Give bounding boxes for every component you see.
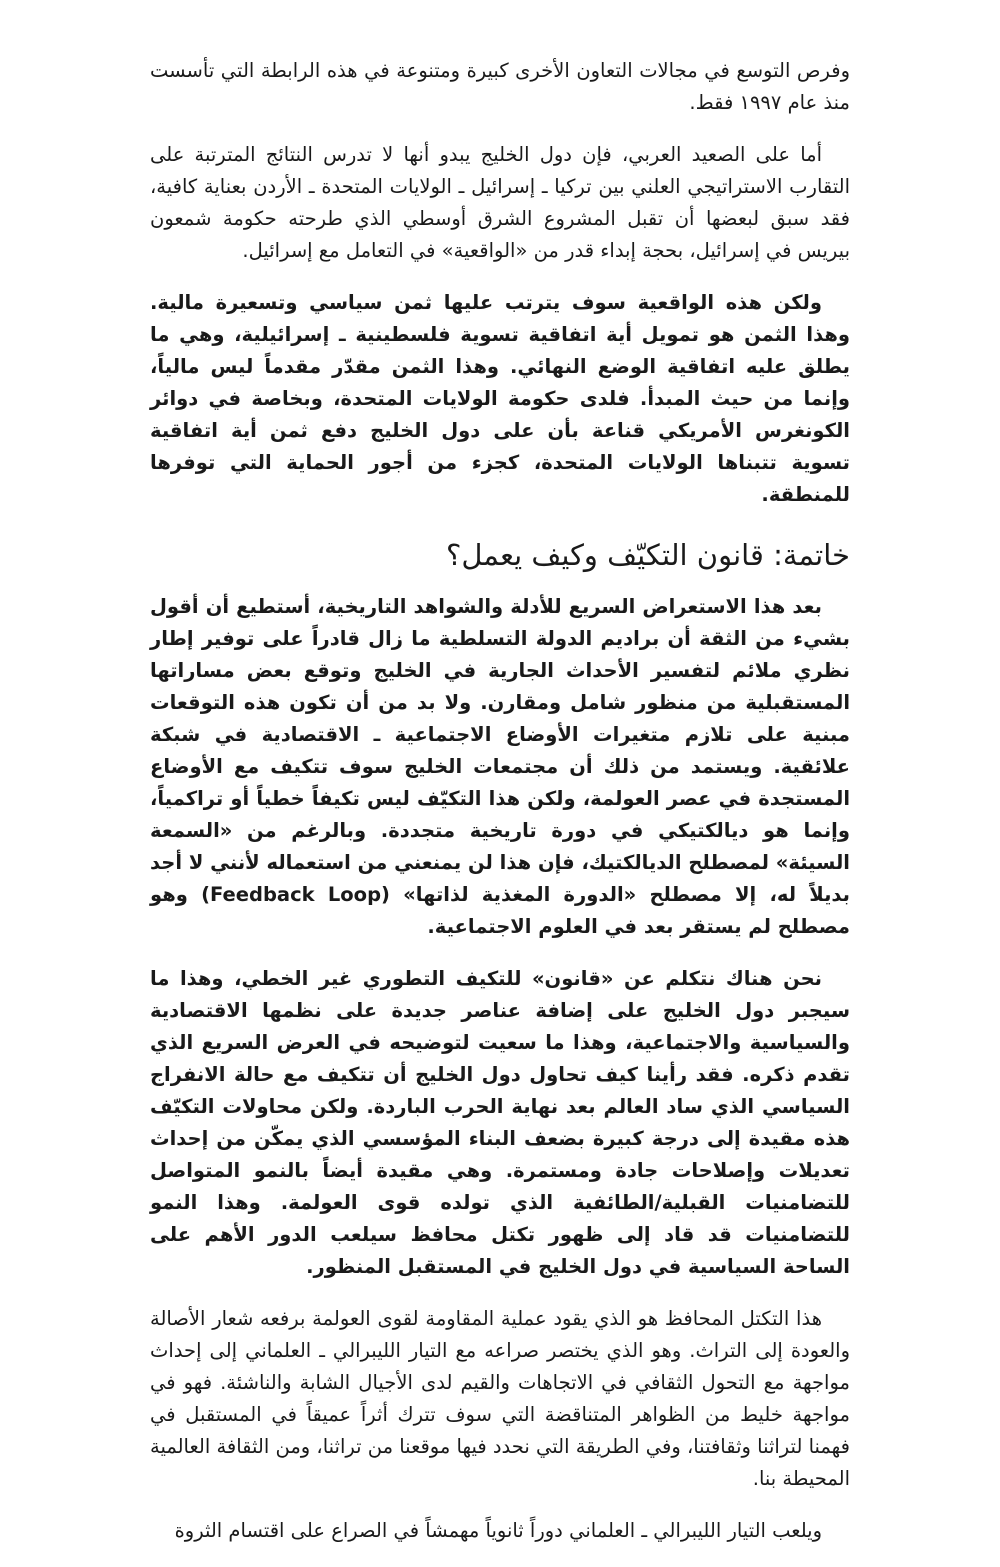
- paragraph-arab-front: أما على الصعيد العربي، فإن دول الخليج يبدو أنها لا تدرس النتائج المترتبة على التقارب الاستراتيجي العلني بين تركيا ـ إسرائيل ـ الولايات المتحدة ـ الأردن بعناية كافية، فقد سبق لبعضها أن تقبل المشروع الشرق أوسطي الذي طرحته حكومة شمعون بيريس في إسرائيل، بحجة إبداء قدر من «الواقعية» في التعامل مع إسرائيل.: [150, 143, 850, 262]
- section-heading: خاتمة: قانون التكيّف وكيف يعمل؟: [445, 538, 850, 572]
- paragraph-conservative-bloc: هذا التكتل المحافظ هو الذي يقود عملية المقاومة لقوى العولمة برفعه شعار الأصالة والعودة إلى التراث. وهو الذي يختصر صراعه مع التيار الليبرالي ـ العلماني إلى إحداث مواجهة مع التحول الثقافي في الاتجاهات والقيم لدى الأجيال الشابة والناشئة. فهو في مواجهة خليط من الظواهر المتناقضة التي سوف تترك أثراً عميقاً في المستقبل في فهمنا لتراثنا وثقافتنا، وفي الطريقة التي نحدد فيها موقعنا من تراثنا، ومن الثقافة العالمية المحيطة بنا.: [150, 1307, 850, 1490]
- paragraph-continuation: وفرص التوسع في مجالات التعاون الأخرى كبيرة ومتنوعة في هذه الرابطة التي تأسست منذ عام ١٩٩٧ فقط.: [150, 59, 850, 114]
- paragraph-conclusion-intro: بعد هذا الاستعراض السريع للأدلة والشواهد التاريخية، أستطيع أن أقول بشيء من الثقة أن براديم الدولة التسلطية ما زال قادراً على توفير إطار نظري ملائم لتفسير الأحداث الجارية في الخليج وتوقع بعض مساراتها المستقبلية من منظور شامل ومقارن. ولا بد من أن تكون هذه التوقعات مبنية على تلازم متغيرات الأوضاع الاجتماعية ـ الاقتصادية في شبكة علائقية. ويستمد من ذلك أن مجتمعات الخليج سوف تتكيف مع الأوضاع المستجدة في عصر العولمة، ولكن هذا التكيّف ليس تكيفاً خطياً أو تراكمياً، وإنما هو ديالكتيكي في دورة تاريخية متجددة. وبالرغم من «السمعة السيئة» لمصطلح الديالكتيك، فإن هذا لن يمنعني من استعماله لأنني لا أجد بديلاً له، إلا مصطلح «الدورة المغذية لذاتها» (Feedback Loop) وهو مصطلح لم يستقر بعد في العلوم الاجتماعية.: [150, 595, 850, 938]
- paragraph-realism-price: ولكن هذه الواقعية سوف يترتب عليها ثمن سياسي وتسعيرة مالية. وهذا الثمن هو تمويل أية اتفاقية تسوية فلسطينية ـ إسرائيلية، وهي ما يطلق عليه اتفاقية الوضع النهائي. وهذا الثمن مقدّر مقدماً ليس مالياً، وإنما من حيث المبدأ. فلدى حكومة الولايات المتحدة، وبخاصة في دوائر الكونغرس الأمريكي قناعة بأن على دول الخليج دفع ثمن أية اتفاقية تسوية تتبناها الولايات المتحدة، كجزء من أجور الحماية التي توفرها للمنطقة.: [150, 291, 850, 506]
- paragraph-adaptation-law: نحن هناك نتكلم عن «قانون» للتكيف التطوري غير الخطي، وهذا ما سيجبر دول الخليج على إضافة عناصر جديدة على نظمها الاقتصادية والسياسية والاجتماعية، وهذا ما سعيت لتوضيحه في العرض السريع الذي تقدم ذكره. فقد رأينا كيف تحاول دول الخليج أن تتكيف مع حالة الانفراج السياسي الذي ساد العالم بعد نهاية الحرب الباردة. ولكن محاولات التكيّف هذه مقيدة إلى درجة كبيرة بضعف البناء المؤسسي الذي يمكّن من إحداث تعديلات وإصلاحات جادة ومستمرة. وهي مقيدة أيضاً بالنمو المتواصل للتضامنيات القبلية/الطائفية الذي تولده قوى العولمة. وهذا النمو للتضامنيات قد قاد إلى ظهور تكتل محافظ سيلعب الدور الأهم على الساحة السياسية في دول الخليج في المستقبل المنظور.: [150, 967, 850, 1278]
- paragraph-liberal-current: ويلعب التيار الليبرالي ـ العلماني دوراً ثانوياً مهمشاً في الصراع على اقتسام الثروة: [174, 1519, 822, 1542]
- document-page: [150, 55, 850, 1567]
